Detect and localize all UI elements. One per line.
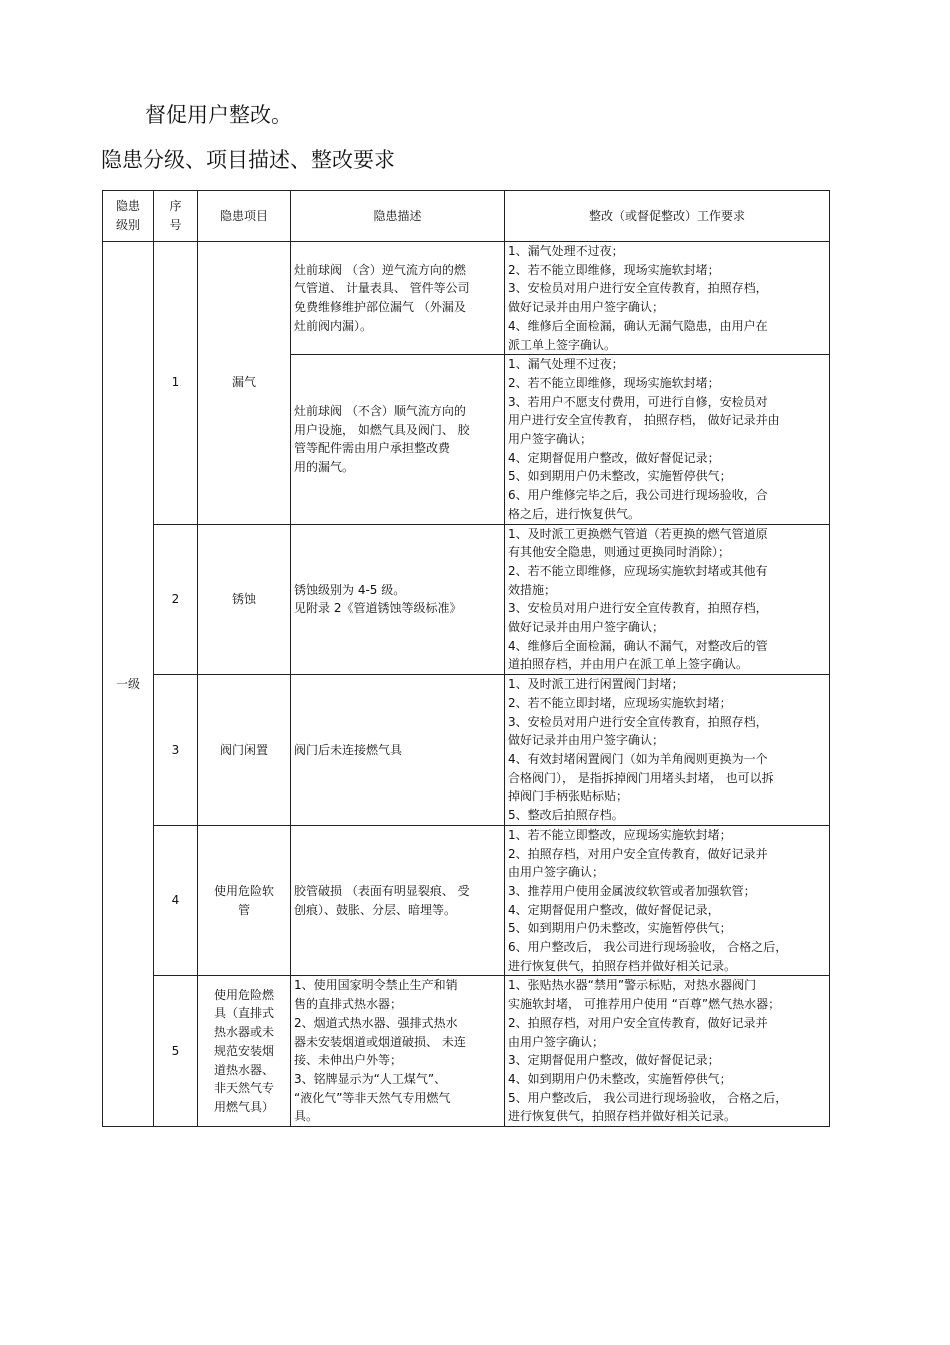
description-line: 阀门后未连接燃气具 [294,742,403,757]
requirement-line: 派工单上签字确认。 [508,337,617,352]
seq-cell: 5 [154,976,198,1127]
requirement-line: 做好记录并由用户签字确认； [508,300,665,315]
requirement-line: 6、用户维修完毕之后，我公司进行现场验收，合 [508,488,768,503]
item-line: 热水器或未 [213,1025,274,1040]
requirement-line: 2、拍照存档，对用户安全宣传教育，做好记录并 [508,1015,768,1030]
requirement-line: 4、定期督促用户整改，做好督促记录， [508,902,720,917]
requirement-line: 1、张贴热水器“禁用”警示标贴，对热水器阀门 [508,978,757,993]
requirement-line: 2、若不能立即维修，应现场实施软封堵或其他有 [508,563,768,578]
description-line: 锈蚀级别为 4-5 级。 [294,582,406,597]
item-line: 管 [237,902,250,917]
description-line: 1、使用国家明令禁止生产和销 [294,978,458,993]
requirement-line: 2、若不能立即封堵，应现场实施软封堵； [508,695,732,710]
requirement-line: 3、安检员对用户进行安全宣传教育，拍照存档， [508,281,768,296]
requirement-line: 4、定期督促用户整改，做好督促记录； [508,450,720,465]
requirement-line: 由用户签字确认； [508,865,605,880]
item-line: 规范安装烟 [213,1043,274,1058]
requirement-line: 1、漏气处理不过夜； [508,244,624,258]
level-cell: 一级 [103,242,154,1127]
requirement-line: 由用户签字确认； [508,1034,605,1049]
seq-cell: 1 [154,242,198,525]
description-line: 用户设施， 如燃气具及阀门、 胶 [294,422,470,437]
table-row [103,675,830,826]
description-line: 2、烟道式热水器、强排式热水 [294,1015,458,1030]
requirement-cell [505,242,830,355]
description-line: 器未安装烟道或烟道破损、 未连 [294,1034,466,1049]
description-line: “液化气”等非天然气专用燃气 [294,1090,451,1105]
table-row [103,242,830,355]
requirement-line: 3、安检员对用户进行安全宣传教育，拍照存档， [508,601,768,616]
description-line: 灶前阀内漏）。 [294,318,373,333]
requirement-cell [505,825,830,976]
item-line: 使用危险燃 [213,987,274,1002]
requirement-line: 掉阀门手柄张贴标贴； [508,789,629,804]
description-cell [291,242,505,355]
table-row [103,524,830,675]
requirement-line: 5、整改后拍照存档。 [508,808,624,823]
requirement-line: 2、若不能立即维修，现场实施软封堵； [508,375,720,390]
requirement-line: 合格阀门）， 是指拆掉阀门用堵头封堵， 也可以拆 [508,770,774,785]
requirement-cell [505,976,830,1127]
requirement-line: 做好记录并由用户签字确认； [508,733,665,748]
item-line: 漏气 [231,375,256,390]
requirement-line: 1、及时派工进行闲置阀门封堵； [508,677,684,692]
description-line: 售的直排式热水器； [294,997,403,1012]
description-line: 3、铭牌显示为“人工煤气”、 [294,1071,447,1086]
requirement-line: 4、维修后全面检漏，确认无漏气隐患，由用户在 [508,318,768,333]
requirement-cell [505,524,830,675]
header-level: 隐患 级别 [103,191,154,242]
requirement-line: 5、如到期用户仍未整改，实施暂停供气； [508,921,732,936]
item-cell [198,675,291,826]
requirement-cell [505,675,830,826]
header-req: 整改（或督促整改）工作要求 [505,191,830,242]
seq-cell: 2 [154,524,198,675]
table-row [103,825,830,976]
requirement-line: 进行恢复供气，拍照存档并做好相关记录。 [508,958,737,973]
header-item: 隐患项目 [198,191,291,242]
item-cell [198,976,291,1127]
requirement-line: 3、安检员对用户进行安全宣传教育，拍照存档， [508,714,768,729]
requirement-line: 进行恢复供气，拍照存档并做好相关记录。 [508,1109,737,1124]
requirement-line: 用户进行安全宣传教育， 拍照存档， 做好记录并由 [508,413,780,428]
intro-line: 督促用户整改。 [145,103,292,127]
requirement-line: 道拍照存档，并由用户在派工单上签字确认。 [508,657,749,672]
description-line: 气管道、 计量表具、 管件等公司 [294,281,470,296]
requirement-line: 4、如到期用户仍未整改，实施暂停供气； [508,1071,732,1086]
requirement-line: 3、若用户不愿支付费用，可进行自修，安检员对 [508,394,768,409]
item-cell [198,825,291,976]
item-line: 阀门闲置 [219,742,268,757]
requirement-line: 5、用户整改后， 我公司进行现场验收， 合格之后， [508,1090,788,1105]
description-line: 创痕）、鼓胀、分层、暗埋等。 [294,902,457,917]
requirement-line: 有其他安全隐患，则通过更换同时消除）； [508,545,731,560]
item-cell [198,524,291,675]
item-cell [198,242,291,525]
hazard-table [102,190,830,1127]
requirement-line: 1、漏气处理不过夜； [508,357,624,372]
requirement-line: 实施软封堵， 可推荐用户使用 “百尊”燃气热水器； [508,997,781,1012]
description-line: 免费维修维护部位漏气 （外漏及 [294,300,466,315]
requirement-line: 2、若不能立即维修，现场实施软封堵； [508,262,720,277]
description-line: 胶管破损 （表面有明显裂痕、 受 [294,883,470,898]
description-line: 管等配件需由用户承担整改费 [294,441,451,456]
description-line: 用的漏气。 [294,460,355,475]
requirement-line: 4、维修后全面检漏，确认不漏气，对整改后的管 [508,638,768,653]
description-line: 具。 [294,1109,319,1124]
item-line: 具（直排式 [213,1006,274,1021]
requirement-line: 做好记录并由用户签字确认； [508,620,665,635]
header-seq: 序 号 [154,191,198,242]
description-cell [291,825,505,976]
requirement-line: 1、及时派工更换燃气管道（若更换的燃气管道原 [508,526,768,541]
requirement-line: 4、有效封堵闲置阀门（如为羊角阀则更换为一个 [508,751,768,766]
description-cell [291,355,505,524]
requirement-line: 用户签字确认； [508,432,593,447]
section-heading: 隐患分级、项目描述、整改要求 [101,148,395,172]
header-desc: 隐患描述 [291,191,505,242]
table-header-row [103,191,830,242]
requirement-line: 3、推荐用户使用金属波纹软管或者加强软管； [508,883,756,898]
requirement-cell [505,355,830,524]
requirement-line: 5、如到期用户仍未整改，实施暂停供气； [508,469,732,484]
description-line: 灶前球阀 （含）逆气流方向的燃 [294,262,466,277]
description-line: 接、未伸出户外等； [294,1053,403,1068]
item-line: 用燃气具） [213,1099,274,1114]
description-cell [291,976,505,1127]
requirement-line: 2、拍照存档，对用户安全宣传教育，做好记录并 [508,846,768,861]
seq-cell: 3 [154,675,198,826]
item-line: 锈蚀 [231,592,256,606]
description-line: 见附录 2《管道锈蚀等级标准》 [294,601,462,616]
requirement-line: 3、定期督促用户整改，做好督促记录； [508,1053,720,1068]
description-line: 灶前球阀 （不含）顺气流方向的 [294,403,466,418]
requirement-line: 效措施； [508,582,557,597]
item-line: 使用危险软 [213,883,274,898]
table-row [103,976,830,1127]
description-cell [291,524,505,675]
description-cell [291,675,505,826]
item-line: 道热水器、 [213,1062,274,1077]
requirement-line: 1、若不能立即整改，应现场实施软封堵； [508,827,732,842]
seq-cell: 4 [154,825,198,976]
item-line: 非天然气专 [213,1081,274,1096]
requirement-line: 格之后，进行恢复供气。 [508,506,641,521]
requirement-line: 6、用户整改后， 我公司进行现场验收， 合格之后， [508,940,788,955]
